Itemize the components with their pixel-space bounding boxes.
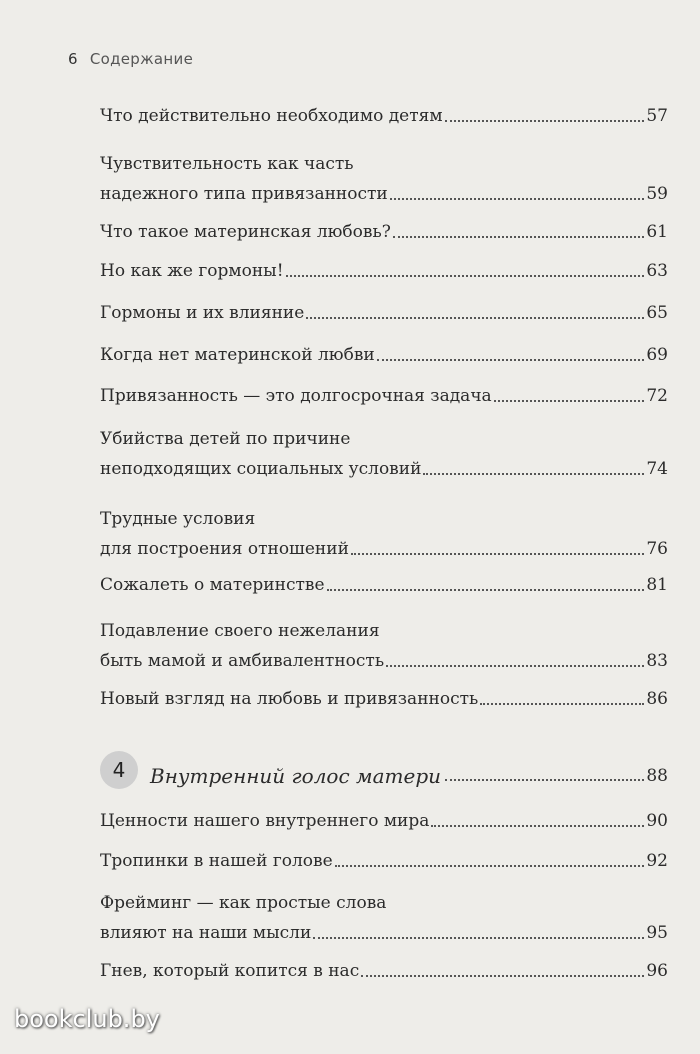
- toc-entry: [100, 420, 668, 480]
- toc-entry-title: влияют на наши мысли: [100, 923, 312, 943]
- toc-entry: [100, 612, 668, 672]
- chapter-number-badge: 4: [100, 751, 138, 789]
- toc-entry-line: [100, 642, 668, 672]
- toc-entry-title: Когда нет материнской любви: [100, 345, 375, 365]
- toc-page-number: 95: [646, 923, 668, 943]
- toc-entry-title: Чувствительность как часть: [100, 154, 354, 174]
- toc-page-number: 57: [646, 106, 668, 126]
- leader-dots: [480, 703, 644, 705]
- toc-page-number: 74: [646, 459, 668, 479]
- toc-entry-line: [100, 914, 668, 944]
- toc-entry: [100, 336, 668, 366]
- leader-dots: [377, 359, 645, 361]
- header-page-number: 6: [68, 50, 78, 68]
- toc-entry-title: Подавление своего нежелания: [100, 621, 380, 641]
- leader-dots: [445, 779, 644, 781]
- leader-dots: [431, 825, 644, 827]
- chapter-heading: [100, 745, 668, 789]
- chapter-page-number: 88: [646, 766, 668, 786]
- toc-entry-title: неподходящих социальных условий: [100, 459, 422, 479]
- toc-entry-line: [100, 145, 668, 175]
- toc-page-number: 76: [646, 539, 668, 559]
- toc-entry-line: [100, 175, 668, 205]
- toc-entry-title: Сожалеть о материнстве: [100, 575, 325, 595]
- toc-entry-line: [100, 802, 668, 832]
- toc-entry-title: Что действительно необходимо детям: [100, 106, 443, 126]
- leader-dots: [327, 589, 645, 591]
- toc-entry-title: Новый взгляд на любовь и привязанность: [100, 689, 479, 709]
- toc-page-number: 59: [646, 184, 668, 204]
- toc-entry-line: [100, 252, 668, 282]
- toc-entry-line: [100, 612, 668, 642]
- toc-entry-title: Что такое материнская любовь?: [100, 222, 391, 242]
- leader-dots: [445, 120, 645, 122]
- toc-entry: [100, 145, 668, 205]
- leader-dots: [390, 198, 645, 200]
- toc-entry-line: [100, 530, 668, 560]
- toc-page-number: 65: [646, 303, 668, 323]
- toc-entry-line: [100, 213, 668, 243]
- toc-page-number: 63: [646, 261, 668, 281]
- toc-entry: [100, 884, 668, 944]
- toc-entry-title: для построения отношений: [100, 539, 349, 559]
- leader-dots: [494, 400, 645, 402]
- toc-entry: [100, 294, 668, 324]
- toc-page-number: 90: [646, 811, 668, 831]
- running-header: [68, 50, 193, 68]
- leader-dots: [335, 865, 645, 867]
- toc-entry-line: [100, 97, 668, 127]
- toc-entry: [100, 842, 668, 872]
- header-section-title: Содержание: [89, 50, 194, 68]
- toc-entry: [100, 566, 668, 596]
- leader-dots: [313, 937, 644, 939]
- toc-entry-title: Привязанность — это долгосрочная задача: [100, 386, 492, 406]
- toc-entry-title: Тропинки в нашей голове: [100, 851, 333, 871]
- toc-entry-line: [100, 884, 668, 914]
- toc-page-number: 69: [646, 345, 668, 365]
- toc-entry: [100, 213, 668, 243]
- toc-entry-title: Фрейминг — как простые слова: [100, 893, 387, 913]
- toc-entry-title: Убийства детей по причине: [100, 429, 351, 449]
- toc-page-number: 86: [646, 689, 668, 709]
- toc-entry-line: [100, 420, 668, 450]
- toc-entry-line: [100, 336, 668, 366]
- toc-entry-line: [100, 377, 668, 407]
- toc-entry: [100, 500, 668, 560]
- toc-page-number: 83: [646, 651, 668, 671]
- toc-page-number: 81: [646, 575, 668, 595]
- toc-entry: [100, 680, 668, 710]
- chapter-title: Внутренний голос матери: [150, 764, 442, 788]
- toc-entry-line: [100, 680, 668, 710]
- toc-entry-line: [100, 500, 668, 530]
- leader-dots: [351, 553, 644, 555]
- toc-entry-line: [100, 566, 668, 596]
- toc-entry-title: Гормоны и их влияние: [100, 303, 305, 323]
- toc-entry: [100, 252, 668, 282]
- toc-entry-title: быть мамой и амбивалентность: [100, 651, 385, 671]
- leader-dots: [286, 275, 645, 277]
- toc-entry: [100, 97, 668, 127]
- toc-entry-line: [100, 294, 668, 324]
- toc-entry-line: [100, 842, 668, 872]
- toc-page-number: 96: [646, 961, 668, 981]
- toc-entry-title: Трудные условия: [100, 509, 256, 529]
- toc-entry: [100, 802, 668, 832]
- toc-entry: [100, 377, 668, 407]
- toc-page-number: 92: [646, 851, 668, 871]
- toc-entry-title: надежного типа привязанности: [100, 184, 388, 204]
- leader-dots: [393, 236, 645, 238]
- toc-entry-line: [100, 952, 668, 982]
- toc-entry-title: Гнев, который копится в нас: [100, 961, 360, 981]
- toc-page-number: 61: [646, 222, 668, 242]
- toc-entry-line: [100, 450, 668, 480]
- watermark-logo: bookclub.by: [14, 1005, 160, 1033]
- toc-entry: [100, 952, 668, 982]
- toc-entry-title: Ценности нашего внутреннего мира: [100, 811, 430, 831]
- leader-dots: [361, 975, 644, 977]
- leader-dots: [423, 473, 644, 475]
- toc-page-number: 72: [646, 386, 668, 406]
- leader-dots: [386, 665, 644, 667]
- leader-dots: [306, 317, 644, 319]
- toc-entry-title: Но как же гормоны!: [100, 261, 284, 281]
